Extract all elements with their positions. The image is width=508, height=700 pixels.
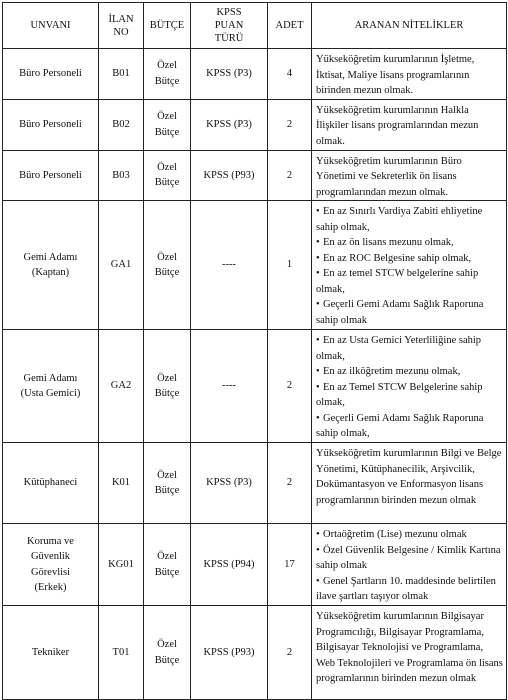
bullet-icon: •: [316, 299, 320, 310]
cell-adet: 2: [268, 150, 312, 201]
bullet-icon: •: [316, 268, 320, 279]
header-adet: ADET: [268, 3, 312, 49]
cell-kpss: KPSS (P3): [191, 443, 268, 524]
cell-butce: Özel Bütçe: [144, 524, 191, 606]
list-item: • Geçerli Gemi Adamı Sağlık Raporuna sahip olmak: [316, 299, 484, 326]
cell-adet: 2: [268, 330, 312, 443]
cell-ilan-no: T01: [99, 606, 144, 700]
list-item: • Genel Şartların 10. maddesinde belirtilen ilave şartları taşıyor olmak: [316, 575, 496, 602]
cell-nitelikler: [312, 330, 507, 443]
header-aranan-nitelikler: ARANAN NİTELİKLER: [312, 3, 507, 49]
cell-butce: Özel Bütçe: [144, 201, 191, 330]
cell-unvan: Koruma ve Güvenlik Görevlisi (Erkek): [3, 524, 99, 606]
cell-kpss: KPSS (P93): [191, 150, 268, 201]
list-item: • En az ön lisans mezunu olmak,: [316, 235, 503, 251]
cell-butce: Özel Bütçe: [144, 606, 191, 700]
header-butce: BÜTÇE: [144, 3, 191, 49]
cell-ilan-no: B03: [99, 150, 144, 201]
cell-butce: Özel Bütçe: [144, 330, 191, 443]
cell-ilan-no: B02: [99, 99, 144, 150]
cell-nitelikler: [312, 524, 507, 606]
table-row: [3, 443, 507, 524]
list-item: • Ortaöğretim (Lise) mezunu olmak: [316, 527, 503, 543]
cell-nitelikler: Yükseköğretim kurumlarının Bilgi ve Belge Yönetimi, Kütüphanecilik, Arşivcilik, Dokümantasyon ve Enformasyon lisans programlarının birinden mezun olmak: [312, 443, 507, 524]
bullet-icon: •: [316, 252, 320, 264]
cell-nitelikler: Yükseköğretim kurumlarının Halkla İlişkiler lisans programlarından mezun olmak.: [312, 99, 507, 150]
cell-unvan: Kütüphaneci: [3, 443, 99, 524]
header-kpss: KPSS PUAN TÜRÜ: [191, 3, 268, 49]
cell-unvan: Tekniker: [3, 606, 99, 700]
cell-unvan: Büro Personeli: [3, 49, 99, 100]
list-item: • En az ilköğretim mezunu olmak,: [316, 364, 503, 380]
table-row: [3, 524, 507, 606]
bullet-icon: •: [316, 529, 320, 540]
cell-adet: 4: [268, 49, 312, 100]
header-unvan: UNVANI: [3, 3, 99, 49]
cell-butce: Özel Bütçe: [144, 99, 191, 150]
bullet-icon: •: [316, 381, 320, 393]
list-item: • Özel Güvenlik Belgesine / Kimlik Kartına sahip olmak: [316, 544, 501, 571]
cell-adet: 17: [268, 524, 312, 606]
cell-kpss: KPSS (P3): [191, 49, 268, 100]
cell-adet: 2: [268, 99, 312, 150]
table-row: [3, 49, 507, 100]
list-item: • En az Temel STCW Belgelerine sahip olmak,: [316, 381, 483, 408]
cell-ilan-no: KG01: [99, 524, 144, 606]
cell-unvan: Büro Personeli: [3, 99, 99, 150]
cell-kpss: KPSS (P94): [191, 524, 268, 606]
cell-butce: Özel Bütçe: [144, 443, 191, 524]
cell-kpss: ----: [191, 201, 268, 330]
table-row: [3, 606, 507, 700]
cell-adet: 1: [268, 201, 312, 330]
cell-kpss: KPSS (P93): [191, 606, 268, 700]
cell-ilan-no: B01: [99, 49, 144, 100]
table-row: [3, 150, 507, 201]
cell-ilan-no: GA2: [99, 330, 144, 443]
bullet-icon: •: [316, 206, 320, 217]
cell-butce: Özel Bütçe: [144, 49, 191, 100]
list-item: • En az Usta Gemici Yeterliliğine sahip olmak,: [316, 335, 482, 362]
cell-kpss: ----: [191, 330, 268, 443]
cell-adet: 2: [268, 606, 312, 700]
positions-table: [2, 2, 507, 700]
table-row: [3, 201, 507, 330]
cell-unvan: Büro Personeli: [3, 150, 99, 201]
cell-nitelikler: Yükseköğretim kurumlarının Büro Yönetimi ve Sekreterlik ön lisans programlarından mezun olmak.: [312, 150, 507, 201]
cell-adet: 2: [268, 443, 312, 524]
cell-ilan-no: K01: [99, 443, 144, 524]
bullet-icon: •: [316, 335, 320, 346]
list-item: • En az temel STCW belgelerine sahip olmak,: [316, 268, 479, 295]
cell-nitelikler: [312, 201, 507, 330]
table-row: [3, 330, 507, 443]
cell-ilan-no: GA1: [99, 201, 144, 330]
cell-unvan: Gemi Adamı (Kaptan): [3, 201, 99, 330]
table-row: [3, 99, 507, 150]
cell-nitelikler: Yükseköğretim kurumlarının Bilgisayar Programcılığı, Bilgisayar Programlama, Bilgisayar Teknolojisi ve Programlama, Web Teknolojileri ve Programlama ön lisans programlarının birinden mezun olmak: [312, 606, 507, 700]
bullet-icon: •: [316, 412, 320, 424]
cell-kpss: KPSS (P3): [191, 99, 268, 150]
cell-nitelikler: Yükseköğretim kurumlarının İşletme, İktisat, Maliye lisans programlarının birinden mezun olmak.: [312, 49, 507, 100]
bullet-icon: •: [316, 544, 320, 556]
list-item: • En az Sınırlı Vardiya Zabiti ehliyetine sahip olmak,: [316, 206, 483, 233]
list-item: • En az ROC Belgesine sahip olmak,: [316, 251, 503, 267]
bullet-icon: •: [316, 575, 320, 587]
list-item: • Geçerli Gemi Adamı Sağlık Raporuna sahip olmak,: [316, 412, 484, 439]
bullet-icon: •: [316, 366, 320, 377]
header-row: [3, 3, 507, 49]
cell-unvan: Gemi Adamı (Usta Gemici): [3, 330, 99, 443]
cell-butce: Özel Bütçe: [144, 150, 191, 201]
bullet-icon: •: [316, 237, 320, 248]
header-ilan-no: İLAN NO: [99, 3, 144, 49]
